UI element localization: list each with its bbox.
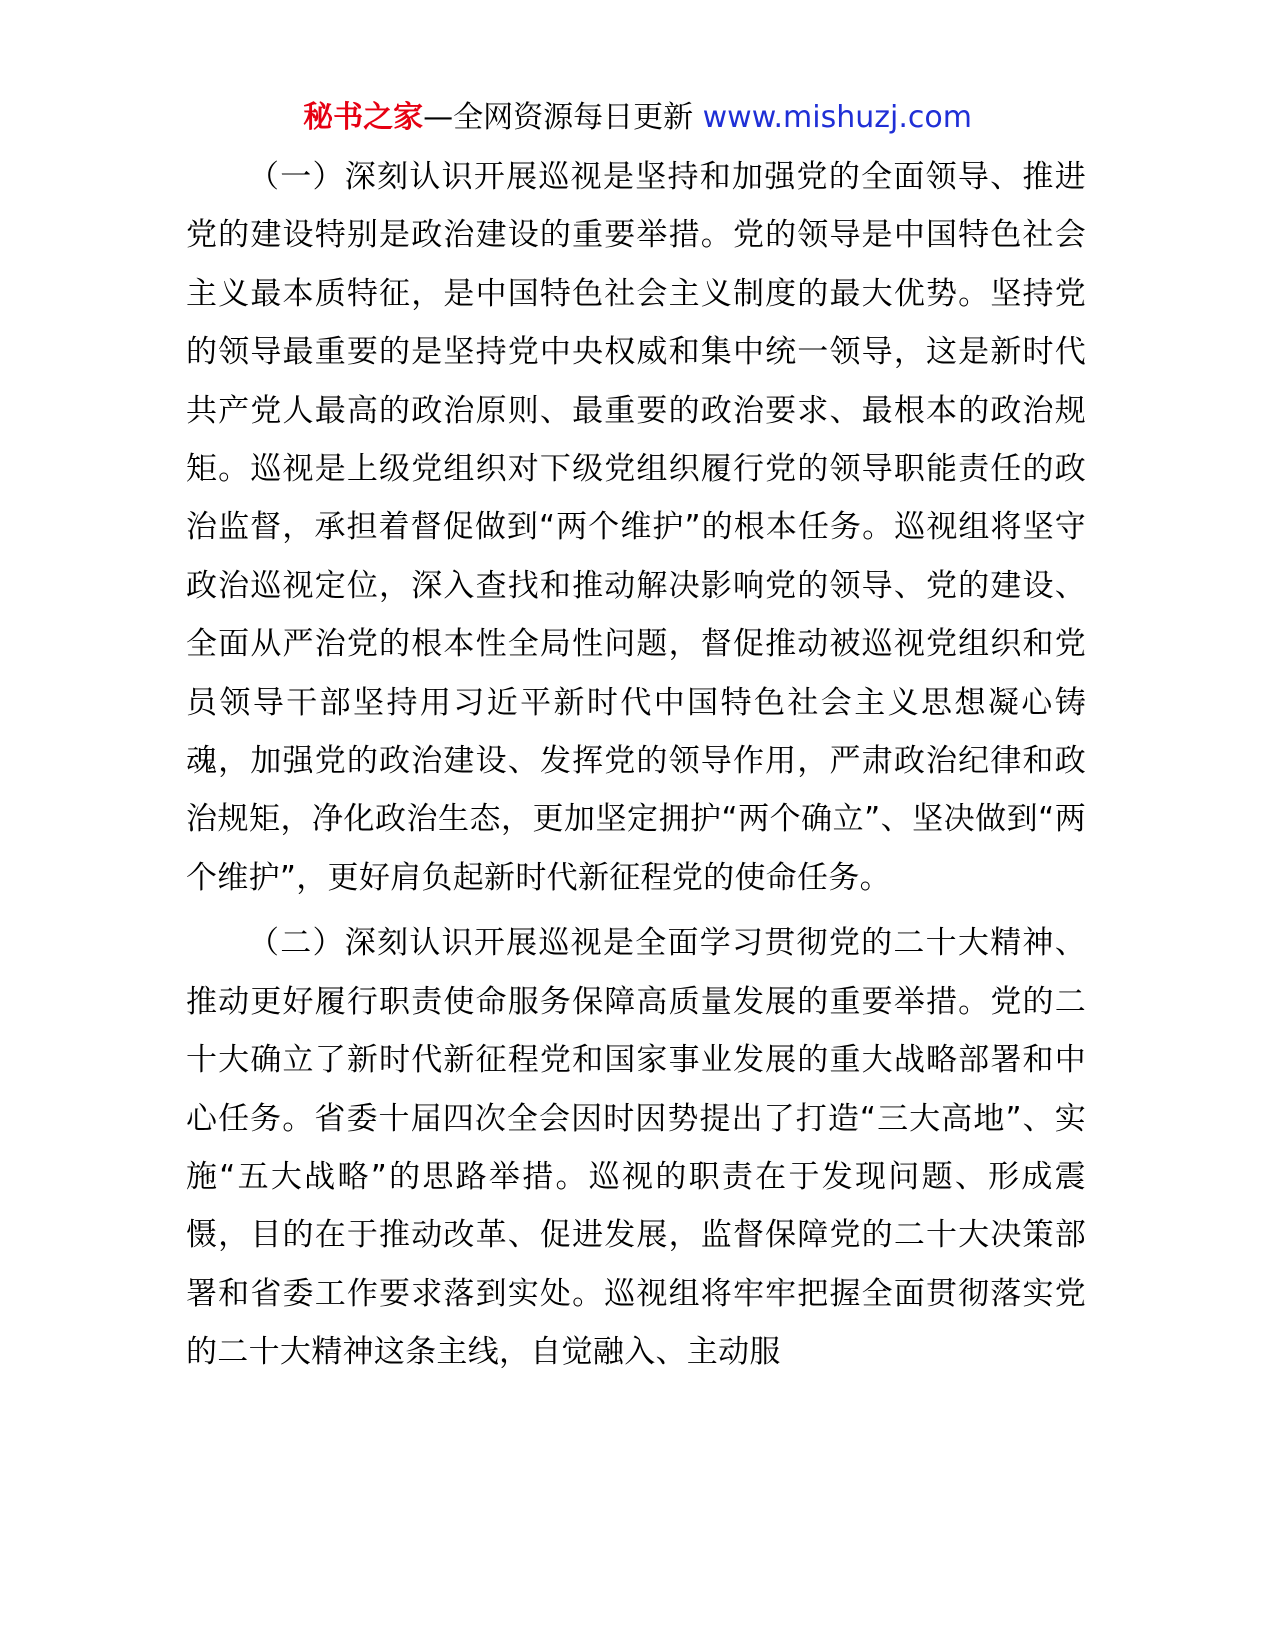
- page-header: [0, 98, 1275, 138]
- paragraph-1: （一）深刻认识开展巡视是坚持和加强党的全面领导、推进党的建设特别是政治建设的重要举措。党的领导是中国特色社会主义最本质特征，是中国特色社会主义制度的最大优势。坚持党的领导最重要的是坚持党中央权威和集中统一领导，这是新时代共产党人最高的政治原则、最重要的政治要求、最根本的政治规矩。巡视是上级党组织对下级党组织履行党的领导职能责任的政治监督，承担着督促做到“两个维护”的根本任务。巡视组将坚守政治巡视定位，深入查找和推动解决影响党的领导、党的建设、全面从严治党的根本性全局性问题，督促推动被巡视党组织和党员领导干部坚持用习近平新时代中国特色社会主义思想凝心铸魂，加强党的政治建设、发挥党的领导作用，严肃政治纪律和政治规矩，净化政治生态，更加坚定拥护“两个确立”、坚决做到“两个维护”，更好肩负起新时代新征程党的使命任务。: [186, 159, 1086, 896]
- site-url[interactable]: www.mishuzj.com: [702, 100, 972, 135]
- brand-name: 秘书之家: [303, 100, 424, 135]
- paragraph-2: （二）深刻认识开展巡视是全面学习贯彻党的二十大精神、推动更好履行职责使命服务保障高质量发展的重要举措。党的二十大确立了新时代新征程党和国家事业发展的重大战略部署和中心任务。省委十届四次全会因时因势提出了打造“三大高地”、实施“五大战略”的思路举措。巡视的职责在于发现问题、形成震慑，目的在于推动改革、促进发展，监督保障党的二十大决策部署和省委工作要求落到实处。巡视组将牢牢把握全面贯彻落实党的二十大精神这条主线，自觉融入、主动服: [186, 925, 1086, 1371]
- document-body: [186, 148, 1086, 1382]
- header-tagline: —全网资源每日更新: [423, 100, 694, 135]
